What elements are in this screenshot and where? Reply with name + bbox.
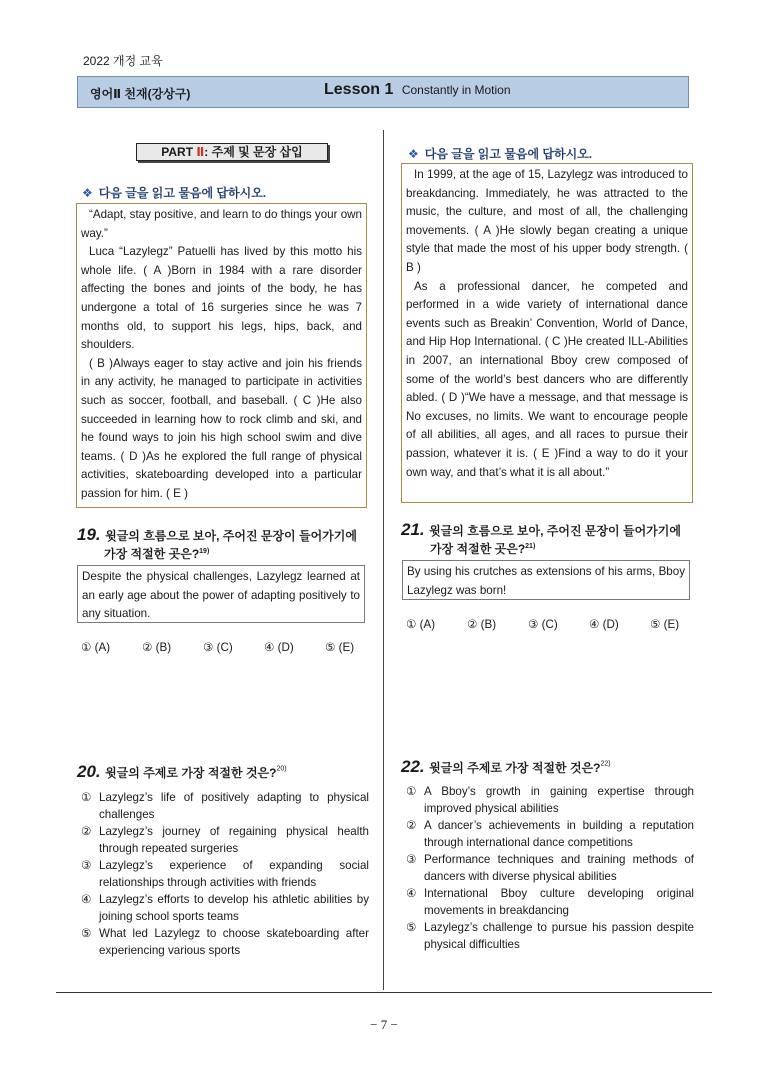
passage-2-paragraph: In 1999, at the age of 15, Lazylegz was introduced to breakdancing. Immediately, he was attracted to the music, the culture, and most of all, the challenging movements. ( A )He slowly began creating a unique style that made the most of his upper body strength. ( B ) xyxy=(406,168,688,274)
question-text: 가장 적절한 곳은? xyxy=(430,542,526,556)
part-roman: Ⅱ xyxy=(196,145,205,159)
question-21-given-sentence: By using his crutches as extensions of his arms, Bboy Lazylegz was born! xyxy=(402,560,690,600)
question-22-choices xyxy=(406,783,694,953)
question-text: 가장 적절한 곳은? xyxy=(104,547,200,561)
lesson-title: Constantly in Motion xyxy=(401,83,511,97)
choice-text: A dancer’s achievements in building a reputation through international dance competitions xyxy=(424,819,694,849)
passage-1 xyxy=(76,203,367,508)
curriculum-label: 2022 개정 교육 xyxy=(83,54,163,68)
choice-text: Lazylegz’s challenge to pursue his passion despite physical difficulties xyxy=(424,921,694,951)
choice-1[interactable] xyxy=(406,783,694,817)
choice-mark: ② xyxy=(406,819,417,832)
choice-5[interactable] xyxy=(406,919,694,953)
choice-4[interactable] xyxy=(81,891,369,925)
question-text: 윗글의 흐름으로 보아, 주어진 문장이 들어가기에 xyxy=(105,529,357,543)
course-name: 영어Ⅱ 천재(강상구) xyxy=(90,87,191,101)
choice-mark: ⑤ xyxy=(81,927,92,940)
choice-a[interactable]: ① (A) xyxy=(81,641,111,654)
choice-b[interactable]: ② (B) xyxy=(467,618,497,631)
choice-mark: ① xyxy=(406,785,417,798)
passage-1-paragraph: Luca “Lazylegz” Patuelli has lived by this motto his whole life. ( A )Born in 1984 with a rare disorder affecting the bones and joints of the body, he has undergone a total of 16 surgeries since he was 7 months old, to support his legs, hips, back, and shoulders. xyxy=(81,245,362,352)
choice-mark: ④ xyxy=(81,893,92,906)
instruction-text: 다음 글을 읽고 물음에 답하시오. xyxy=(98,186,267,200)
footnote-ref: 22) xyxy=(600,760,611,768)
question-19-choices xyxy=(81,640,386,654)
question-22-header xyxy=(401,757,611,777)
question-number: 20. xyxy=(77,762,101,781)
footnote-ref: 20) xyxy=(276,765,287,773)
passage-2 xyxy=(401,163,693,503)
choice-b[interactable]: ② (B) xyxy=(142,641,172,654)
question-number: 19. xyxy=(77,525,101,544)
question-21-header xyxy=(401,520,681,540)
question-20-choices xyxy=(81,789,369,959)
choice-5[interactable] xyxy=(81,925,369,959)
choice-text: Lazylegz’s life of positively adapting to physical challenges xyxy=(99,791,369,821)
choice-4[interactable] xyxy=(406,885,694,919)
choice-text: A Bboy’s growth in gaining expertise through improved physical abilities xyxy=(424,785,694,815)
choice-mark: ⑤ xyxy=(406,921,417,934)
page-number: − 7 − xyxy=(370,1017,398,1032)
lesson-header xyxy=(77,76,689,108)
choice-text: International Bboy culture developing original movements in breakdancing xyxy=(424,887,694,917)
footnote-ref: 19) xyxy=(199,548,210,555)
choice-mark: ③ xyxy=(406,853,417,866)
footnote-ref: 21) xyxy=(525,543,536,550)
question-21-choices xyxy=(406,617,711,631)
lesson-number: Lesson 1 xyxy=(324,81,394,98)
choice-3[interactable] xyxy=(406,851,694,885)
part-suffix: : 주제 및 문장 삽입 xyxy=(204,145,303,159)
choice-d[interactable]: ④ (D) xyxy=(589,618,619,631)
question-text: 윗글의 주제로 가장 적절한 것은? xyxy=(105,766,277,780)
diamond-icon: ❖ xyxy=(82,186,93,200)
choice-a[interactable]: ① (A) xyxy=(406,618,436,631)
choice-text: What led Lazylegz to choose skateboarding after experiencing various sports xyxy=(99,927,369,957)
choice-mark: ① xyxy=(81,791,92,804)
choice-c[interactable]: ③ (C) xyxy=(528,618,558,631)
choice-mark: ④ xyxy=(406,887,417,900)
choice-e[interactable]: ⑤ (E) xyxy=(325,641,355,654)
part-heading xyxy=(136,143,328,161)
choice-text: Lazylegz’s experience of expanding social relationships through activities with friends xyxy=(99,859,369,889)
choice-2[interactable] xyxy=(406,817,694,851)
choice-text: Performance techniques and training methods of dancers with diverse physical abilities xyxy=(424,853,694,883)
question-text: 윗글의 흐름으로 보아, 주어진 문장이 들어가기에 xyxy=(429,524,681,538)
question-text: 윗글의 주제로 가장 적절한 것은? xyxy=(429,761,601,775)
diamond-icon: ❖ xyxy=(408,147,419,161)
instruction-left xyxy=(82,184,266,201)
instruction-text: 다음 글을 읽고 물음에 답하시오. xyxy=(424,147,593,161)
choice-3[interactable] xyxy=(81,857,369,891)
choice-c[interactable]: ③ (C) xyxy=(203,641,233,654)
part-prefix: PART xyxy=(161,145,197,159)
choice-d[interactable]: ④ (D) xyxy=(264,641,294,654)
footer-rule xyxy=(56,992,712,993)
choice-e[interactable]: ⑤ (E) xyxy=(650,618,680,631)
question-20-header xyxy=(77,762,287,782)
passage-1-paragraph: “Adapt, stay positive, and learn to do things your own way.” xyxy=(81,208,362,240)
passage-1-paragraph: ( B )Always eager to stay active and join his friends in any activity, he managed to participate in activities such as soccer, football, and baseball. ( C )He also succeeded in learning how to rock climb and ski, and he found ways to join his high school swim and dive teams. ( D )As he explored the full range of physical activities, skateboarding developed into a particular passion for him. ( E ) xyxy=(81,356,362,500)
question-number: 22. xyxy=(401,757,425,776)
column-divider xyxy=(383,130,384,990)
question-19-header xyxy=(77,525,357,545)
choice-mark: ② xyxy=(81,825,92,838)
choice-text: Lazylegz’s journey of regaining physical health through repeated surgeries xyxy=(99,825,369,855)
question-number: 21. xyxy=(401,520,425,539)
question-21-line2 xyxy=(430,540,535,557)
choice-1[interactable] xyxy=(81,789,369,823)
choice-mark: ③ xyxy=(81,859,92,872)
question-19-given-sentence: Despite the physical challenges, Lazylegz learned at an early age about the power of adapting positively to any situation. xyxy=(77,565,365,623)
question-19-line2 xyxy=(104,545,209,562)
instruction-right xyxy=(408,145,592,162)
lesson-title-group xyxy=(324,81,511,99)
choice-text: Lazylegz’s efforts to develop his athletic abilities by joining school sports teams xyxy=(99,893,369,923)
passage-2-paragraph: As a professional dancer, he competed and performed in a wide variety of international dance events such as Breakin’ Convention, World of Dance, and Hip Hop International. ( C )He created ILL-Abilities in 2007, an international Bboy crew composed of some of the world’s best dancers who are differently abled. ( D )“We have a message, and that message is No excuses, no limits. We want to encourage people of all abilities, all ages, and all races to pursue their passion, whatever it is. ( E )Find a way to do it your own way, and that’s what it is all about.” xyxy=(406,279,688,479)
choice-2[interactable] xyxy=(81,823,369,857)
